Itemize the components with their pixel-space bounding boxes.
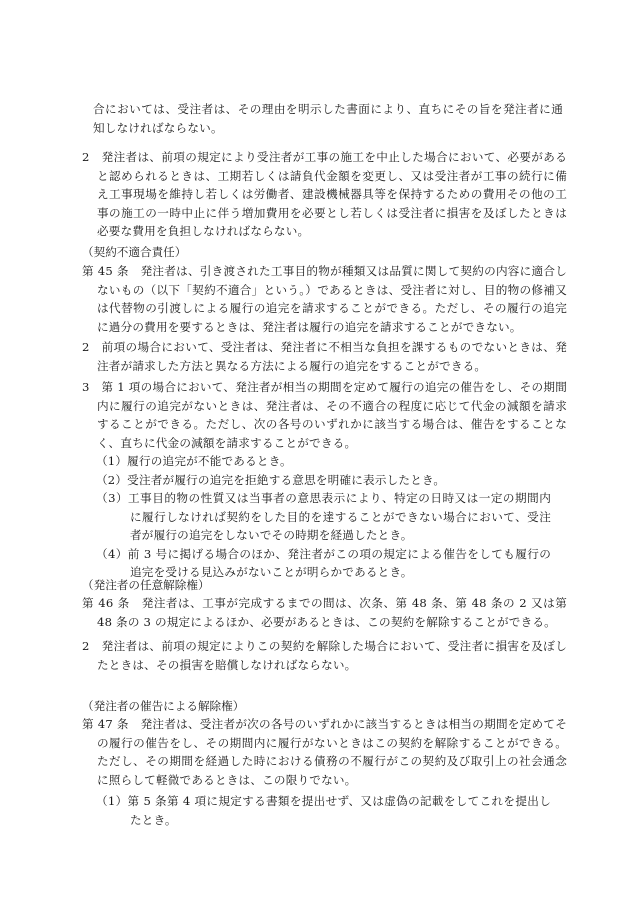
article-45-heading: （契約不適合責任） [82,245,187,259]
article-46-heading: （発注者の任意解除権） [82,578,210,592]
article-47-item-list [96,792,551,829]
list-item: （4）前 3 号に掲げる場合のほか、発注者がこの項の規定による催告をしても履行の追完を受ける見込みがないことが明らかであるとき。 [96,546,551,579]
list-item: （1）履行の追完が不能であるとき。 [96,454,292,468]
paragraph-prev-2: 2 発注者は、前項の規定により受注者が工事の施工を中止した場合において、必要があると認められるときは、工期若しくは請負代金額を変更し、又は受注者が工事の続行に備え工事現場を維持し若しくは労働者、建設機械器具等を保持するための費用その他の工事の施工の一時中止に伴う増加費用を必要とし若しくは受注者に損害を及ぼしたときは必要な費用を負担しなければならない。 [82,150,567,238]
article-45-paragraph-2: 2 前項の場合において、受注者は、発注者に不相当な負担を課するものでないときは、発注者が請求した方法と異なる方法による履行の追完をすることができる。 [82,340,567,373]
article-46-paragraph-1: 第 46 条 発注者は、工事が完成するまでの間は、次条、第 48 条、第 48 条の 2 又は第 48 条の 3 の規定によるほか、必要があるときは、この契約を解除することができる。 [82,596,567,629]
article-45-item-list [96,452,551,582]
list-item: （3）工事目的物の性質又は当事者の意思表示により、特定の日時又は一定の期間内に履行しなければ契約をした目的を達することができない場合において、受注者が履行の追完をしないでその時期を経過したとき。 [96,491,551,542]
list-item: （1）第 5 条第 4 項に規定する書類を提出せず、又は虚偽の記載をしてこれを提出したとき。 [96,794,551,827]
article-47-paragraph-1: 第 47 条 発注者は、受注者が次の各号のいずれかに該当するときは相当の期間を定めてその履行の催告をし、その期間内に履行がないときはこの契約を解除することができる。ただし、その期間を経過した時における債務の不履行がこの契約及び取引上の社会通念に照らして軽微であるときは、この限りでない。 [82,717,567,787]
article-45-paragraph-1: 第 45 条 発注者は、引き渡された工事目的物が種類又は品質に関して契約の内容に適合しないもの（以下「契約不適合」という。）であるときは、受注者に対し、目的物の修補又は代替物の引渡しによる履行の追完を請求することができる。ただし、その履行の追完に過分の費用を要するときは、発注者は履行の追完を請求することができない。 [82,264,567,334]
article-46-paragraph-2: 2 発注者は、前項の規定によりこの契約を解除した場合において、受注者に損害を及ぼしたときは、その損害を賠償しなければならない。 [82,639,567,672]
article-47-heading: （発注者の催告による解除権） [82,699,245,713]
article-45-paragraph-3: 3 第 1 項の場合において、発注者が相当の期間を定めて履行の追完の催告をし、その期間内に履行の追完がないときは、発注者は、その不適合の程度に応じて代金の減額を請求することができる。ただし、次の各号のいずれかに該当する場合は、催告をすることなく、直ちに代金の減額を請求することができる。 [82,380,567,450]
list-item: （2）受注者が履行の追完を拒絶する意思を明確に表示したとき。 [96,472,446,487]
intro-continuation: 合においては、受注者は、その理由を明示した書面により、直ちにその旨を発注者に通知しなければならない。 [93,102,563,135]
